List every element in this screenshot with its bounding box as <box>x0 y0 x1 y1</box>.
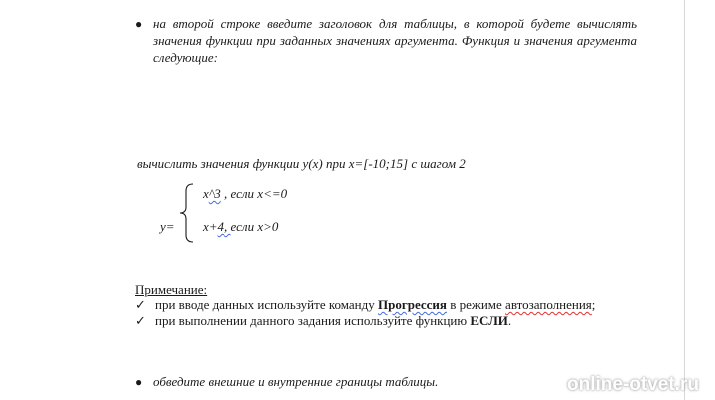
note2-end: . <box>507 313 512 328</box>
checkmark-icon: ✓ <box>135 297 146 312</box>
bullet-icon: ● <box>135 17 143 31</box>
note-line-2 <box>155 313 511 329</box>
instruction-paragraph-2: обведите внешние и внутренние границы таблицы. <box>153 374 439 389</box>
note-line-1 <box>155 297 595 313</box>
calc-instruction: вычислить значения функции y(x) при x=[-10;15] с шагом 2 <box>137 156 466 171</box>
note2-function: ЕСЛИ <box>470 313 508 328</box>
formula-case-1 <box>203 186 287 202</box>
note1-mid: в режиме <box>446 297 506 312</box>
case2-base: x+ <box>203 219 218 234</box>
note1-end: ; <box>591 297 596 312</box>
case1-condition: , если x<=0 <box>220 186 288 201</box>
note2-text: при выполнении данного задания используйте функцию <box>155 313 471 328</box>
site-watermark: online-otvet.ru <box>567 374 699 395</box>
case1-power: ^3 <box>208 186 221 201</box>
bullet-icon: ● <box>135 375 143 389</box>
page-edge-divider <box>684 0 685 400</box>
case2-separator: , <box>224 219 231 234</box>
case2-condition: если x>0 <box>230 219 279 234</box>
note-title: Примечание: <box>135 282 208 297</box>
formula-lhs: y= <box>160 219 175 234</box>
case1-base: x <box>203 186 209 201</box>
formula-case-2 <box>203 219 278 235</box>
note1-text: при вводе данных используйте команду <box>155 297 378 312</box>
instruction-paragraph-1: на второй строке введите заголовок для таблицы, в которой будете вычислять значения функции при заданных значениях аргумента. Функция и значения аргумента следующие: <box>153 16 637 65</box>
curly-brace-icon <box>178 183 198 243</box>
checkmark-icon: ✓ <box>135 313 146 328</box>
note1-mode: автозаполнения <box>505 297 592 312</box>
note1-command: Прогрессия <box>377 297 447 312</box>
case2-term: 4 <box>217 219 225 234</box>
